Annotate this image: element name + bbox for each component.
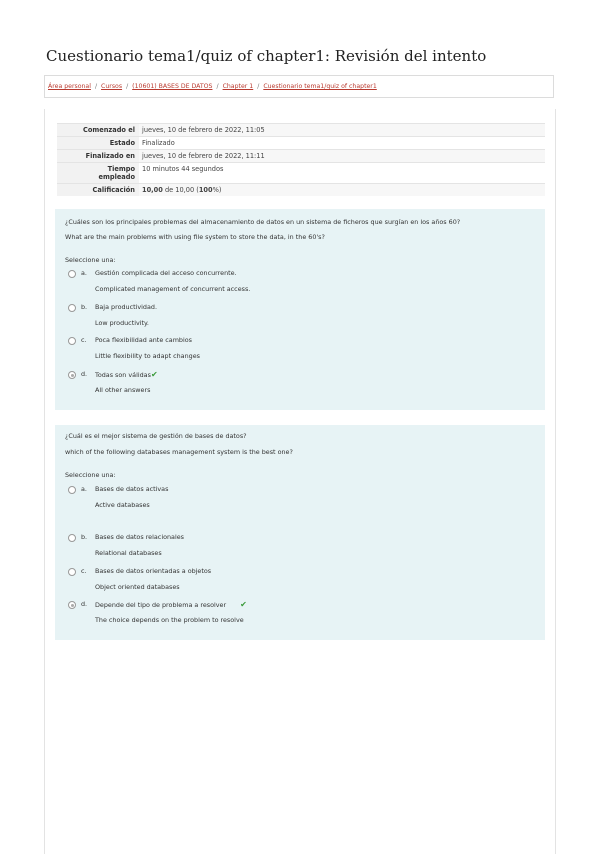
- summary-label-line: empleado: [98, 173, 135, 181]
- summary-label-line: Tiempo: [107, 165, 135, 173]
- breadcrumb-course[interactable]: (10601) BASES DE DATOS: [132, 83, 213, 90]
- summary-row-time: [57, 163, 545, 184]
- select-one-prompt: Seleccione una:: [65, 471, 116, 479]
- option-text-es: [95, 370, 158, 379]
- breadcrumb: [44, 75, 554, 98]
- breadcrumb-separator: /: [126, 83, 129, 90]
- radio-button[interactable]: [68, 270, 76, 278]
- breadcrumb-cursos[interactable]: Cursos: [101, 83, 123, 90]
- breadcrumb-chapter[interactable]: Chapter 1: [222, 83, 254, 90]
- summary-row-state: [57, 137, 545, 150]
- answer-option-c[interactable]: [68, 567, 528, 591]
- answer-option-a[interactable]: [68, 269, 528, 293]
- radio-button[interactable]: [68, 337, 76, 345]
- radio-button[interactable]: [68, 568, 76, 576]
- option-text-en: The choice depends on the problem to resolve: [95, 616, 244, 624]
- breadcrumb-separator: /: [94, 83, 98, 90]
- option-letter: b.: [81, 533, 88, 541]
- answer-option-d[interactable]: [68, 370, 528, 394]
- answer-option-d[interactable]: [68, 600, 528, 624]
- summary-label: Calificación: [57, 184, 139, 197]
- option-text-en: Little flexibility to adapt changes: [95, 352, 200, 360]
- page-title: Cuestionario tema1/quiz of chapter1: Revisión del intento: [46, 47, 487, 65]
- breadcrumb-quiz[interactable]: Cuestionario tema1/quiz of chapter1: [263, 83, 377, 90]
- option-text-en: Active databases: [95, 501, 150, 509]
- option-text-en: Complicated management of concurrent access.: [95, 285, 251, 293]
- summary-label: [57, 163, 139, 184]
- grade-suffix: %): [212, 186, 222, 194]
- question-text-es: ¿Cuáles son los principales problemas del almacenamiento de datos en un sistema de ficheros que surgían en los años 60?: [65, 218, 461, 226]
- select-one-prompt: Seleccione una:: [65, 256, 116, 264]
- summary-row-grade: [57, 184, 545, 197]
- summary-row-started: [57, 124, 545, 137]
- option-text-en: All other answers: [95, 386, 151, 394]
- radio-button[interactable]: [68, 304, 76, 312]
- answer-option-b[interactable]: [68, 303, 528, 327]
- option-text-es: Bases de datos activas: [95, 485, 169, 493]
- question-text-en: What are the main problems with using file system to store the data, in the 60's?: [65, 233, 325, 241]
- option-text-es: Baja productividad.: [95, 303, 157, 311]
- attempt-summary-table: [57, 123, 545, 196]
- option-letter: c.: [81, 567, 87, 575]
- radio-button-selected[interactable]: [68, 601, 76, 609]
- radio-button[interactable]: [68, 534, 76, 542]
- summary-label: Comenzado el: [57, 124, 139, 137]
- summary-value: Finalizado: [142, 139, 175, 147]
- summary-label: Finalizado en: [57, 150, 139, 163]
- answer-option-a[interactable]: [68, 485, 528, 509]
- option-text-en: Object oriented databases: [95, 583, 180, 591]
- summary-value: [139, 184, 545, 197]
- breadcrumb-separator: /: [257, 83, 260, 90]
- summary-value: 10 minutos 44 segundos: [142, 165, 224, 173]
- option-text-es: Bases de datos relacionales: [95, 533, 185, 541]
- question-1: [55, 209, 545, 410]
- correct-check-icon: ✔: [240, 600, 247, 609]
- question-text-en: which of the following databases management system is the best one?: [65, 448, 293, 456]
- summary-value: jueves, 10 de febrero de 2022, 11:11: [139, 150, 545, 163]
- question-2: [55, 425, 545, 640]
- option-letter: c.: [81, 336, 87, 344]
- option-text-en: Low productivity.: [95, 319, 149, 327]
- option-letter: a.: [81, 485, 87, 493]
- option-letter: d.: [81, 370, 88, 378]
- option-letter: d.: [81, 600, 88, 608]
- breadcrumb-area-personal[interactable]: Área personal: [48, 83, 91, 90]
- option-text-es: Gestión complicada del acceso concurrente.: [95, 269, 237, 277]
- option-text-es: [95, 600, 247, 609]
- breadcrumb-separator: /: [216, 83, 219, 90]
- radio-button-selected[interactable]: [68, 371, 76, 379]
- question-text-es: ¿Cuál es el mejor sistema de gestión de bases de datos?: [65, 432, 247, 440]
- grade-max: de 10,00 (: [162, 186, 199, 194]
- correct-check-icon: ✔: [150, 370, 158, 379]
- radio-button[interactable]: [68, 486, 76, 494]
- summary-value: jueves, 10 de febrero de 2022, 11:05: [139, 124, 545, 137]
- grade-percent: 100: [198, 186, 213, 194]
- answer-option-c[interactable]: [68, 336, 528, 360]
- option-letter: a.: [81, 269, 87, 277]
- option-letter: b.: [81, 303, 88, 311]
- option-text-es: Bases de datos orientadas a objetos: [95, 567, 212, 575]
- option-text: Depende del tipo de problema a resolver: [95, 601, 227, 609]
- grade-value: 10,00: [142, 186, 163, 194]
- option-text: Todas son válidas: [95, 371, 151, 379]
- summary-label: Estado: [57, 137, 139, 150]
- option-text-en: Relational databases: [95, 549, 162, 557]
- option-text-es: Poca flexibilidad ante cambios: [95, 336, 193, 344]
- answer-option-b[interactable]: [68, 533, 528, 557]
- summary-row-finished: [57, 150, 545, 163]
